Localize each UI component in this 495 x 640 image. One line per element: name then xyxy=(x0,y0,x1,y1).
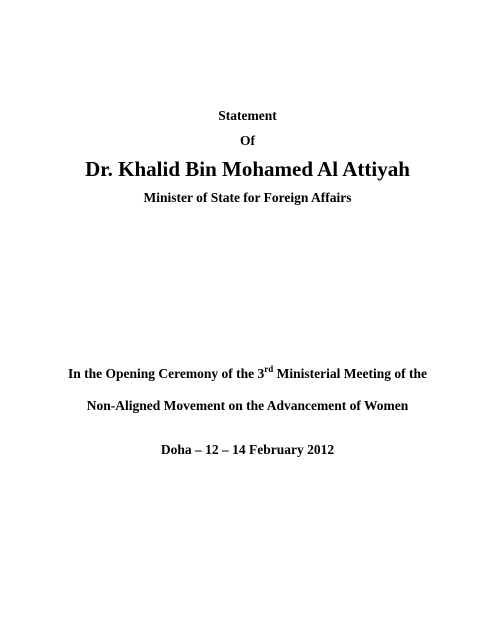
occasion-suffix: Ministerial Meeting of the xyxy=(273,366,427,381)
speaker-name: Dr. Khalid Bin Mohamed Al Attiyah xyxy=(85,157,410,181)
occasion-line-2: Non-Aligned Movement on the Advancement of Women xyxy=(86,398,409,413)
speaker-title: Minister of State for Foreign Affairs xyxy=(143,190,352,205)
occasion-prefix: In the Opening Ceremony of the 3 xyxy=(68,366,265,381)
occasion-line-1 xyxy=(0,364,495,381)
of-heading: Of xyxy=(240,133,255,148)
statement-heading: Statement xyxy=(218,108,277,123)
date-line: Doha – 12 – 14 February 2012 xyxy=(160,442,335,457)
ordinal-superscript: rd xyxy=(264,364,274,374)
